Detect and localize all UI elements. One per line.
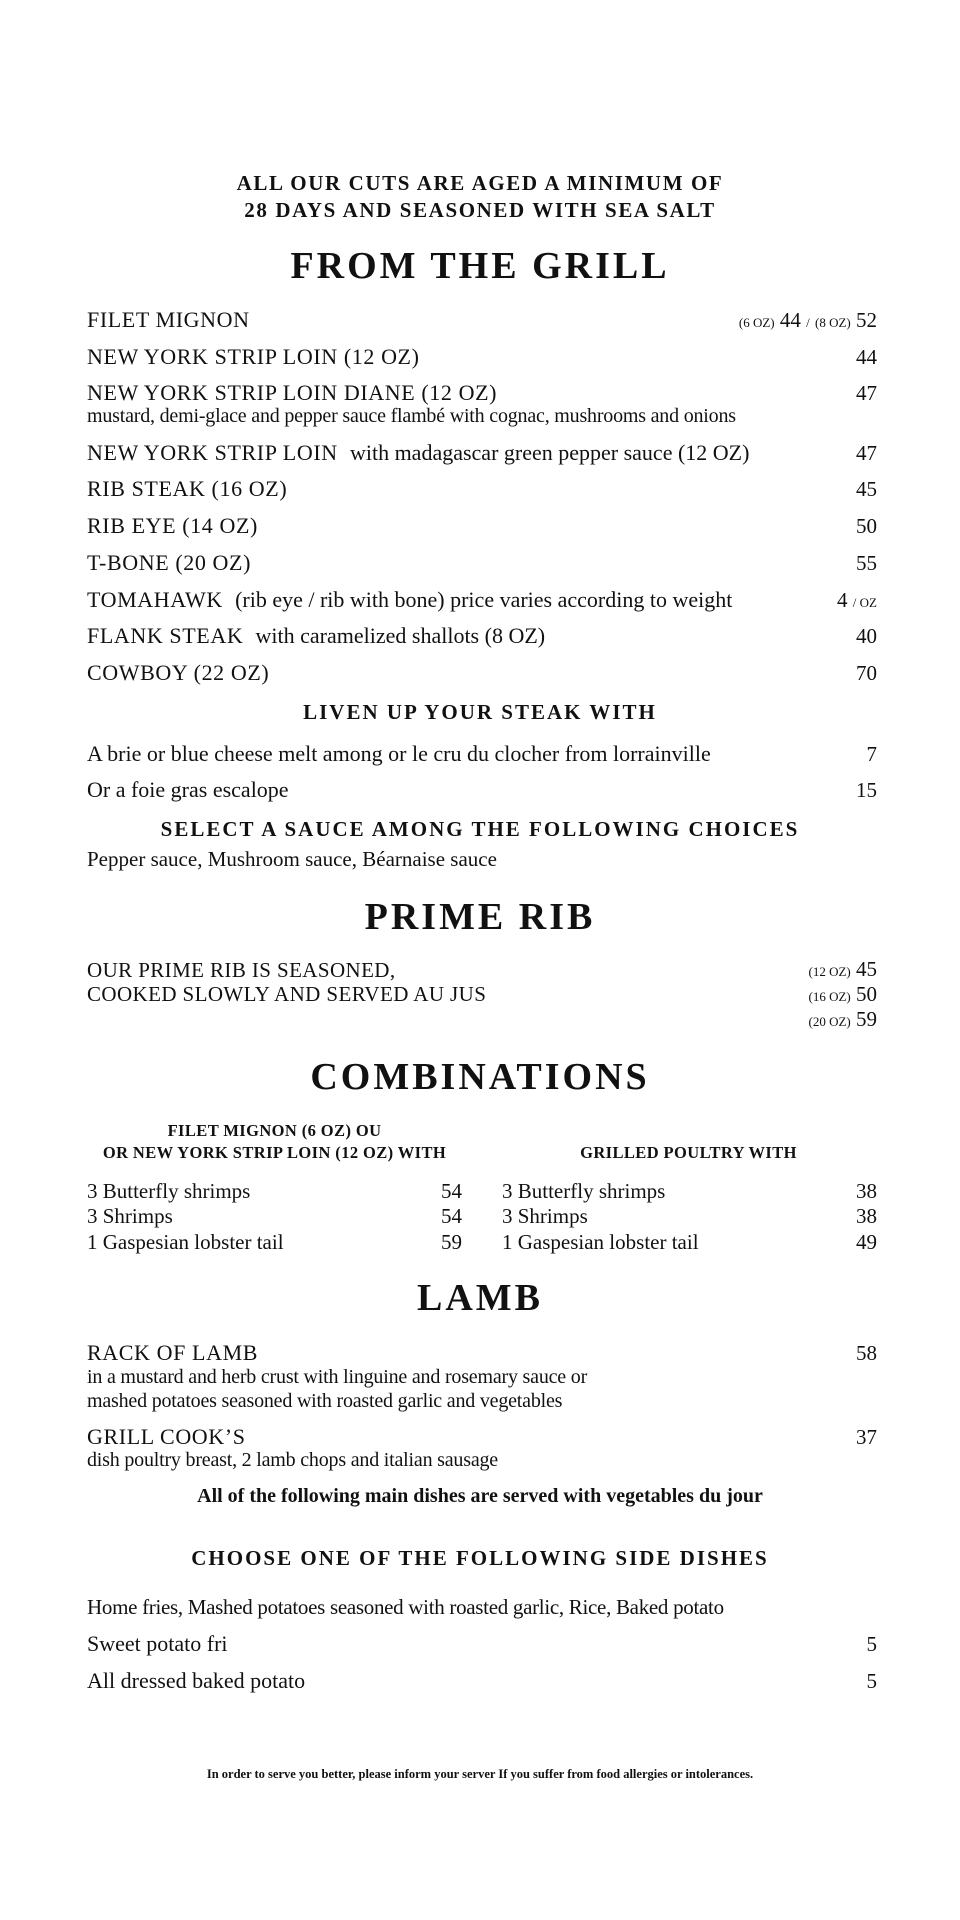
menu-item (87, 475, 877, 505)
sauce-choices: Pepper sauce, Mushroom sauce, Béarnaise sauce (87, 847, 497, 871)
item-name: NEW YORK STRIP LOIN (12 OZ) (87, 344, 420, 369)
prime-rib-desc-1: OUR PRIME RIB IS SEASONED, (87, 958, 396, 982)
addon-item (87, 740, 877, 770)
prime-rib-title: PRIME RIB (364, 896, 596, 938)
item-price: 44 (856, 345, 877, 369)
combo-right-heading: GRILLED POULTRY WITH (580, 1143, 797, 1162)
item-price: 15 (856, 778, 877, 802)
menu-item (87, 439, 877, 469)
grill-title: FROM THE GRILL (290, 245, 670, 287)
item-name: NEW YORK STRIP LOIN (87, 440, 338, 465)
intro-text (0, 170, 960, 224)
separator: / (806, 315, 810, 330)
item-name: FLANK STEAK (87, 623, 244, 648)
item-subtext: with caramelized shallots (8 OZ) (255, 623, 546, 648)
item-name: 1 Gaspesian lobster tail (502, 1230, 699, 1254)
item-price: 47 (856, 441, 877, 465)
item-price: 54 (441, 1204, 462, 1228)
item-price: 40 (856, 624, 877, 648)
combo-item (502, 1203, 877, 1229)
item-price: 59 (856, 1007, 877, 1031)
item-name-group (87, 586, 732, 614)
allergy-footer: In order to serve you better, please inform your server If you suffer from food allergies or intolerances. (206, 1767, 754, 1781)
combo-item (87, 1229, 462, 1255)
item-name: Or a foie gras escalope (87, 777, 289, 802)
combo-item (502, 1229, 877, 1255)
item-price: 58 (856, 1341, 877, 1365)
side-item (87, 1667, 877, 1697)
item-name: 3 Shrimps (87, 1204, 173, 1228)
intro-line-2: 28 DAYS AND SEASONED WITH SEA SALT (244, 198, 716, 222)
item-price: 55 (856, 551, 877, 575)
prime-rib-price (809, 1008, 878, 1033)
prime-rib-price (809, 983, 878, 1008)
prime-rib-desc-2: COOKED SLOWLY AND SERVED AU JUS (87, 982, 487, 1006)
item-price: 47 (856, 381, 877, 405)
sauce-title: SELECT A SAUCE AMONG THE FOLLOWING CHOICES (160, 817, 800, 841)
addon-item (87, 776, 877, 806)
item-subtext: with madagascar green pepper sauce (12 OZ) (349, 440, 750, 465)
item-description: mustard, demi-glace and pepper sauce flambé with cognac, mushrooms and onions (87, 405, 736, 427)
combo-item (87, 1178, 462, 1204)
item-name: 3 Butterfly shrimps (502, 1179, 666, 1203)
menu-item (87, 586, 877, 616)
item-price: 59 (441, 1230, 462, 1254)
item-name: RIB EYE (14 OZ) (87, 513, 258, 538)
item-price: 5 (866, 1632, 877, 1656)
item-price: 50 (856, 514, 877, 538)
combo-item (87, 1203, 462, 1229)
item-name: NEW YORK STRIP LOIN DIANE (12 OZ) (87, 380, 498, 405)
size-label: (20 OZ) (808, 1014, 851, 1029)
combinations-title: COMBINATIONS (310, 1056, 650, 1098)
prime-rib-prices (809, 958, 878, 1033)
menu-item (87, 343, 877, 373)
item-name: A brie or blue cheese melt among or le cru du clocher from lorrainville (87, 741, 711, 766)
item-price: 50 (856, 982, 877, 1006)
menu-item (87, 512, 877, 542)
combo-item (502, 1178, 877, 1204)
item-price: 38 (856, 1204, 877, 1228)
vegetables-note: All of the following main dishes are served with vegetables du jour (197, 1485, 763, 1507)
item-description: dish poultry breast, 2 lamb chops and italian sausage (87, 1449, 498, 1471)
lamb-title: LAMB (417, 1277, 543, 1319)
item-name: RACK OF LAMB (87, 1340, 259, 1365)
item-name: 3 Shrimps (502, 1204, 588, 1228)
item-price: 44 (779, 308, 801, 332)
liven-title: LIVEN UP YOUR STEAK WITH (303, 700, 657, 724)
combo-heading-line: OR NEW YORK STRIP LOIN (12 OZ) WITH (102, 1143, 447, 1162)
item-name: Sweet potato fri (87, 1631, 228, 1656)
unit-label: / OZ (852, 595, 877, 610)
size-label: (8 OZ) (815, 315, 851, 330)
item-name: 3 Butterfly shrimps (87, 1179, 251, 1203)
menu-item (87, 659, 877, 689)
intro-line-1: ALL OUR CUTS ARE AGED A MINIMUM OF (236, 171, 724, 195)
item-name: FILET MIGNON (87, 307, 250, 332)
item-price-group (739, 306, 877, 337)
item-name-group (87, 439, 749, 467)
item-description: mashed potatoes seasoned with roasted garlic and vegetables (87, 1390, 563, 1412)
sides-title: CHOOSE ONE OF THE FOLLOWING SIDE DISHES (191, 1546, 769, 1570)
item-price: 70 (856, 661, 877, 685)
item-name: COWBOY (22 OZ) (87, 660, 270, 685)
item-price: 49 (856, 1230, 877, 1254)
size-label: (16 OZ) (808, 989, 851, 1004)
item-name: TOMAHAWK (87, 587, 223, 612)
item-price: 5 (866, 1669, 877, 1693)
item-price: 54 (441, 1179, 462, 1203)
size-label: (12 OZ) (808, 964, 851, 979)
combo-left-heading (87, 1120, 462, 1164)
item-price: 38 (856, 1179, 877, 1203)
item-name: 1 Gaspesian lobster tail (87, 1230, 284, 1254)
item-name-group (87, 622, 545, 650)
prime-rib-price (809, 958, 878, 983)
item-price: 7 (866, 742, 877, 766)
item-price-group (837, 586, 877, 617)
menu-item-filet-mignon (87, 306, 877, 336)
item-name: GRILL COOK’S (87, 1424, 246, 1449)
side-item (87, 1630, 877, 1660)
menu-item (87, 549, 877, 579)
item-name: All dressed baked potato (87, 1668, 306, 1693)
size-label: (6 OZ) (738, 315, 775, 330)
combo-heading-line: FILET MIGNON (6 OZ) OU (167, 1121, 382, 1140)
item-price: 52 (856, 308, 877, 332)
item-price: 45 (856, 957, 877, 981)
item-price: 45 (856, 477, 877, 501)
item-name: T-BONE (20 OZ) (87, 550, 252, 575)
item-price: 37 (856, 1425, 877, 1449)
side-choices: Home fries, Mashed potatoes seasoned with roasted garlic, Rice, Baked potato (87, 1595, 724, 1619)
item-name: RIB STEAK (16 OZ) (87, 476, 288, 501)
item-subtext: (rib eye / rib with bone) price varies according to weight (235, 587, 733, 612)
item-price: 4 (837, 588, 848, 612)
menu-item (87, 622, 877, 652)
item-description: in a mustard and herb crust with linguine and rosemary sauce or (87, 1366, 588, 1388)
